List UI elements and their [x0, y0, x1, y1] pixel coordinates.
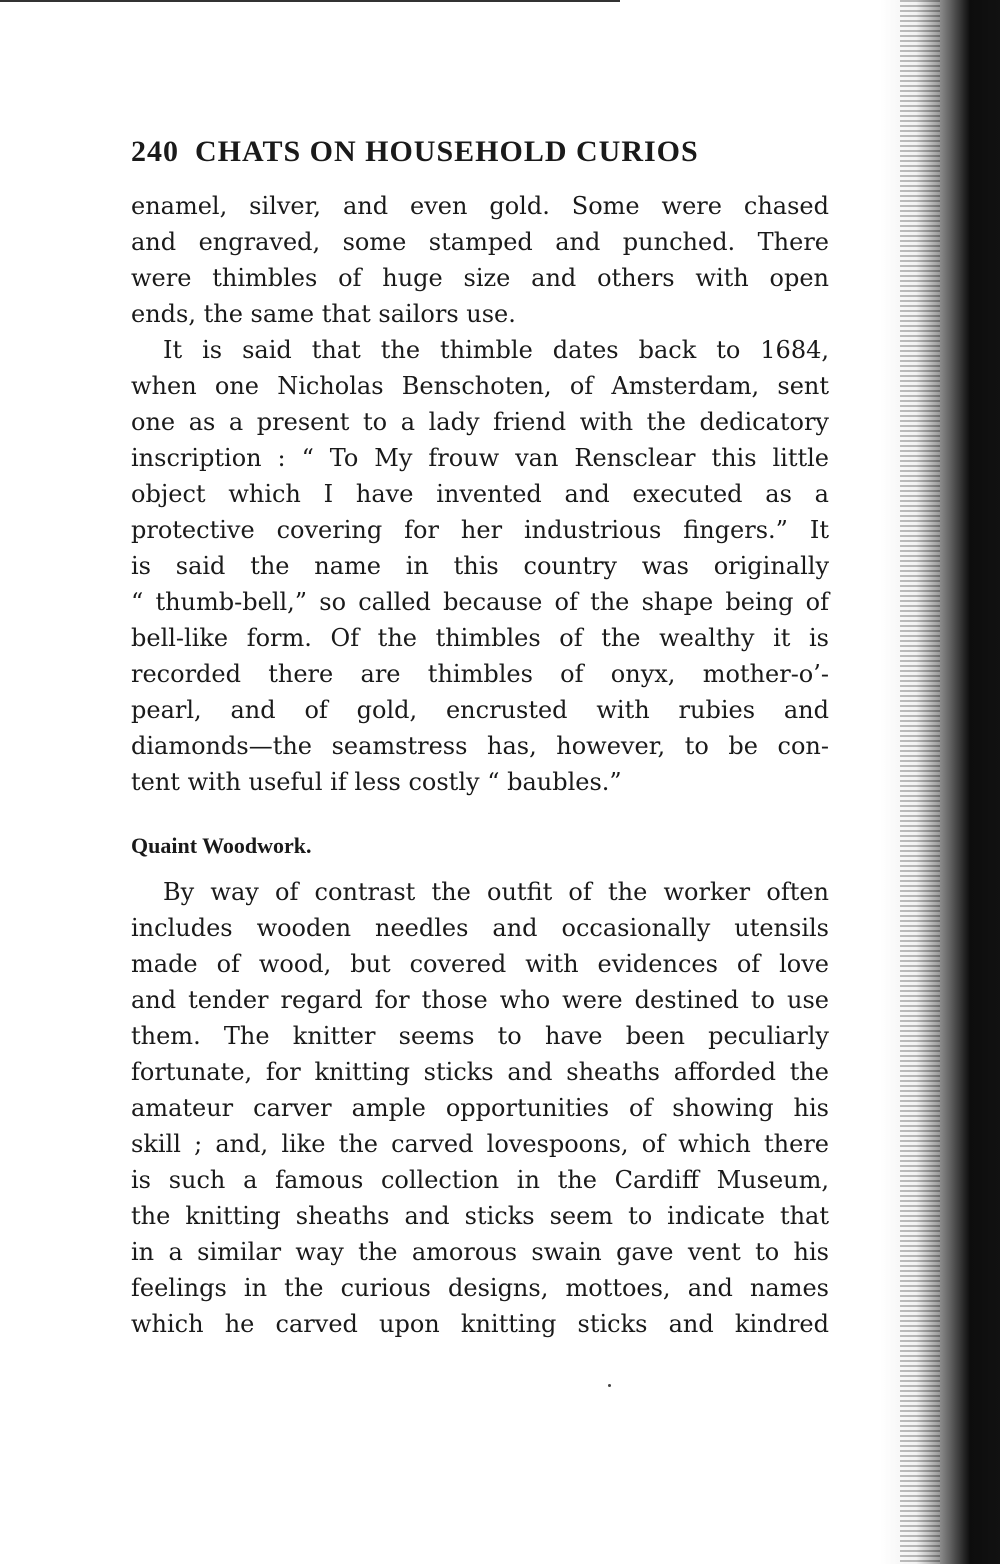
text-line: skill ; and, like the carved lovespoons, of which there: [131, 1130, 829, 1158]
text-line: fortunate, for knitting sticks and sheaths afforded the: [131, 1058, 829, 1086]
text-line: when one Nicholas Benschoten, of Amsterdam, sent: [131, 372, 829, 400]
text-line: bell-like form. Of the thimbles of the wealthy it is: [131, 624, 829, 652]
top-rule: [0, 0, 620, 2]
text-line: and engraved, some stamped and punched. There: [131, 228, 829, 256]
text-line: “ thumb-bell,” so called because of the shape being of: [131, 588, 829, 616]
book-page: [131, 128, 829, 1342]
paragraph-thimble-history: [131, 332, 829, 800]
text-line: feelings in the curious designs, mottoes, and names: [131, 1274, 829, 1302]
text-line: and tender regard for those who were destined to use: [131, 986, 829, 1014]
text-line: them. The knitter seems to have been peculiarly: [131, 1022, 829, 1050]
text-line: includes wooden needles and occasionally utensils: [131, 914, 829, 942]
binding-shadow: [880, 0, 1000, 1564]
running-title: CHATS ON HOUSEHOLD CURIOS: [195, 135, 699, 168]
print-speck: [608, 1384, 611, 1387]
paragraph-enamel: [131, 188, 829, 332]
text-line: recorded there are thimbles of onyx, mother-o’-: [131, 660, 829, 688]
text-line: inscription : “ To My frouw van Rensclear this little: [131, 444, 829, 472]
text-line: the knitting sheaths and sticks seem to indicate that: [131, 1202, 829, 1230]
text-line: pearl, and of gold, encrusted with rubies and: [131, 696, 829, 724]
text-line: in a similar way the amorous swain gave vent to his: [131, 1238, 829, 1266]
text-line: enamel, silver, and even gold. Some were chased: [131, 192, 829, 220]
text-line: were thimbles of huge size and others with open: [131, 264, 829, 292]
text-line: is said the name in this country was originally: [131, 552, 829, 580]
paragraph-woodwork: [131, 874, 829, 1342]
text-line: object which I have invented and executed as a: [131, 480, 829, 508]
text-line: tent with useful if less costly “ baubles.”: [131, 768, 622, 796]
page-number: 240: [131, 135, 179, 168]
text-line: protective covering for her industrious fingers.” It: [131, 516, 829, 544]
section-heading: Quaint Woodwork.: [131, 833, 312, 858]
text-line: It is said that the thimble dates back to 1684,: [163, 336, 829, 364]
binding-speckle: [900, 0, 940, 1564]
text-line: diamonds—the seamstress has, however, to be con-: [131, 732, 829, 760]
text-line: one as a present to a lady friend with the dedicatory: [131, 408, 829, 436]
running-head: [131, 128, 829, 176]
text-line: is such a famous collection in the Cardiff Museum,: [131, 1166, 829, 1194]
text-line: By way of contrast the outfit of the worker often: [163, 878, 829, 906]
text-line: made of wood, but covered with evidences of love: [131, 950, 829, 978]
text-line: ends, the same that sailors use.: [131, 300, 516, 328]
text-line: which he carved upon knitting sticks and kindred: [131, 1310, 829, 1338]
text-line: amateur carver ample opportunities of showing his: [131, 1094, 829, 1122]
